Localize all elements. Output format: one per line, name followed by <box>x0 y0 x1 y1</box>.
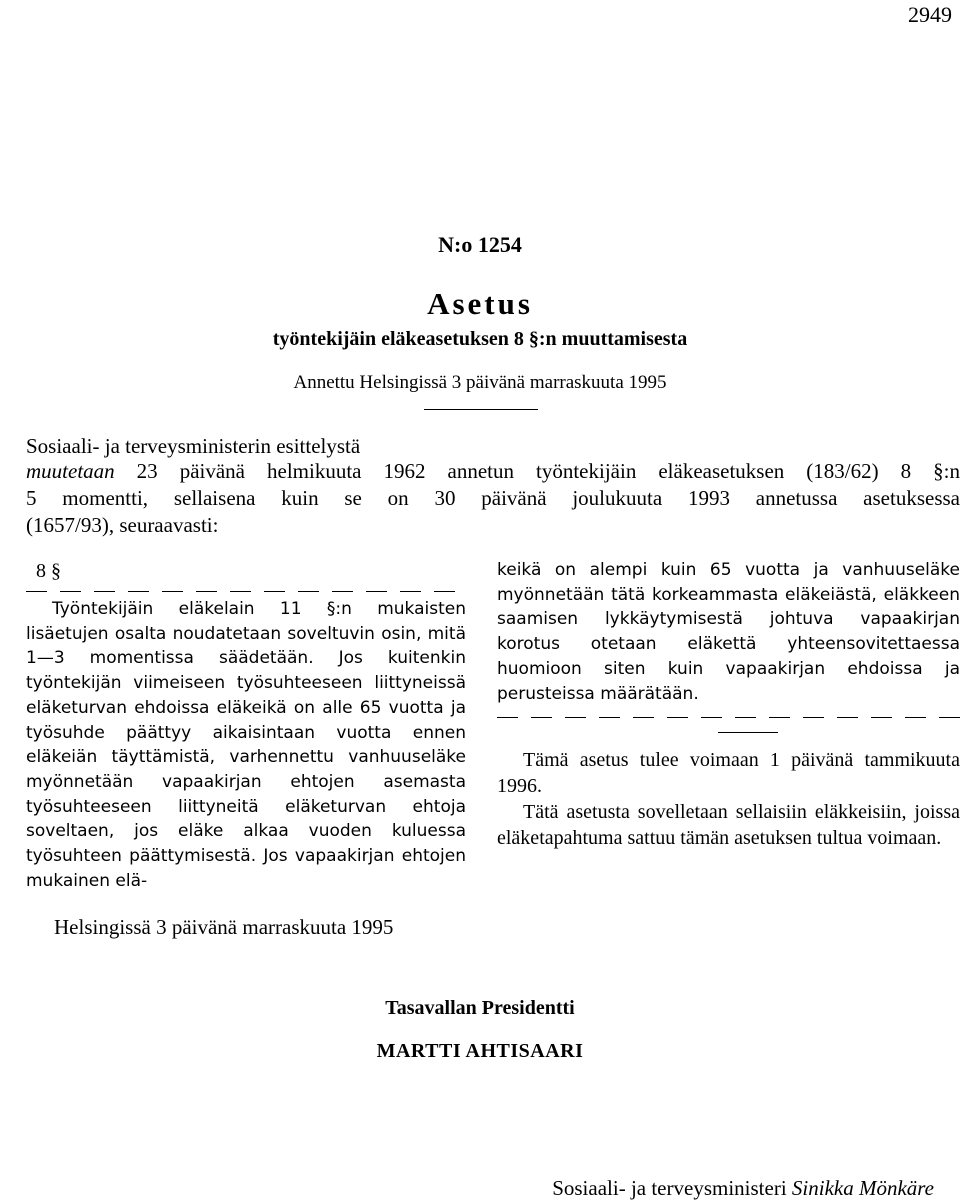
section-end-divider <box>718 732 778 733</box>
president-name: MARTTI AHTISAARI <box>376 1040 584 1062</box>
intro-line-2: 5 momentti, sellaisena kuin se on 30 päivänä joulukuuta 1993 annetussa asetuksessa <box>26 486 960 510</box>
intro-line-3: (1657/93), seuraavasti: <box>26 513 219 537</box>
section-text-left: Työntekijäin eläkelain 11 §:n mukaisten lisäetujen osalta noudatetaan soveltuvin osin, mitä 1—3 momentissa säädetään. Jos kuitenkin työntekijän viimeiseen työsuhteeseen liittyneissä eläketurvan ehdoissa eläkeikä on alle 65 vuotta ja työsuhde päättyy aikaisintaan vuotta ennen eläkeiän täyttämistä, varhennettu vanhuuseläke myönnetään vapaakirjan ehtojen asemasta työsuhteeseen liittyneitä eläketurvan ehtoja soveltaen, jos eläke alkaa vuoden kuluessa työsuhteen päättymisestä. Jos vapaakirjan ehtojen mukainen elä- <box>26 599 466 891</box>
dashed-separator-right <box>497 714 960 720</box>
intro-line-1 <box>26 458 960 485</box>
header-divider <box>424 409 538 410</box>
document-title: Asetus <box>427 286 533 321</box>
right-column <box>497 558 960 851</box>
application-clause: Tätä asetusta sovelletaan sellaisiin eläkkeisiin, joissa eläketapahtuma sattuu tämän asetuksen tultua voimaan. <box>497 801 960 850</box>
signature-place-date: Helsingissä 3 päivänä marraskuuta 1995 <box>54 915 394 939</box>
left-column <box>26 558 466 893</box>
intro-paragraph <box>26 458 960 539</box>
page-number: 2949 <box>908 2 952 27</box>
given-date: Annettu Helsingissä 3 päivänä marraskuuta 1995 <box>293 372 667 393</box>
entry-into-force: Tämä asetus tulee voimaan 1 päivänä tammikuuta 1996. <box>497 749 960 798</box>
section-heading: 8 § <box>36 560 61 582</box>
document-subtitle: työntekijäin eläkeasetuksen 8 §:n muuttamisesta <box>272 328 688 350</box>
intro-lead-italic: muutetaan <box>26 459 115 483</box>
minister-signature <box>552 1176 934 1201</box>
minister-name: Sinikka Mönkäre <box>791 1176 934 1200</box>
minister-role: Sosiaali- ja terveysministeri <box>552 1176 787 1200</box>
dashed-separator-left <box>26 588 466 594</box>
president-title: Tasavallan Presidentti <box>385 997 575 1019</box>
presenter-line: Sosiaali- ja terveysministerin esittelystä <box>26 434 361 458</box>
statute-number: N:o 1254 <box>438 232 522 257</box>
intro-line-1-text: 23 päivänä helmikuuta 1962 annetun työntekijäin eläkeasetuksen (183/62) 8 §:n <box>114 459 960 483</box>
section-text-right: keikä on alempi kuin 65 vuotta ja vanhuuseläke myönnetään tätä korkeammasta eläkeiästä, eläkkeen saamisen lykkäytymisestä johtuva vapaakirjan korotus otetaan eläkettä yhteensovitettaessa huomioon siten kuin vapaakirjan ehdoissa ja perusteissa määrätään. <box>497 560 960 704</box>
